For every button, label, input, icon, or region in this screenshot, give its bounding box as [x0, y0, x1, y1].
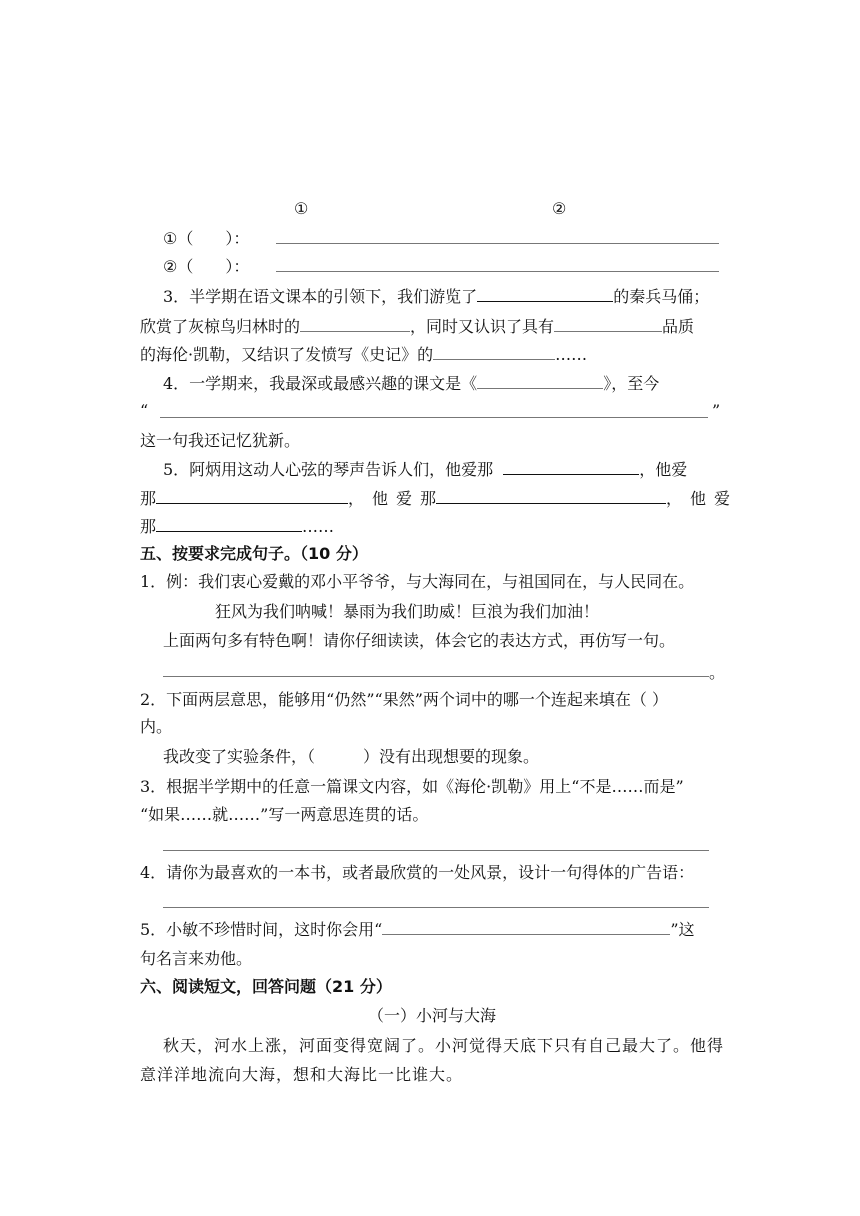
q3-text-2c: 品质: [662, 317, 695, 336]
q5-text-3a: 那: [140, 517, 157, 536]
q5-text-1b: ，他爱: [639, 460, 688, 479]
s5-q5-line-2: 句名言来劝他。: [140, 949, 253, 968]
q5-text-3b: ……: [302, 517, 335, 536]
answer-row-2-line[interactable]: [276, 271, 719, 272]
q3-blank-3[interactable]: [554, 317, 662, 332]
s5-q1-answer-line[interactable]: [163, 676, 709, 677]
q4-line-1: [163, 373, 659, 395]
s5-q1-instruction: 上面两句多有特色啊！请你仔细读读，体会它的表达方式，再仿写一句。: [163, 631, 676, 650]
q5-blank-4[interactable]: [156, 517, 302, 532]
s5-q5-line-1: [140, 919, 695, 941]
q5-blank-3[interactable]: [436, 489, 666, 504]
s5-q4-line-1: 4．请你为最喜欢的一本书，或者最欣赏的一处风景，设计一句得体的广告语：: [140, 863, 695, 882]
s5-q2-sentence: 我改变了实验条件，（ ）没有出现想要的现象。: [163, 747, 540, 766]
q5-text-2d: 爱: [395, 489, 412, 508]
q3-text-3b: ……: [555, 345, 588, 364]
q4-open-quote: “: [140, 401, 149, 420]
answer-row-2-label: ②（ ）：: [163, 257, 250, 276]
q4-line-3: 这一句我还记忆犹新。: [140, 431, 301, 450]
passage-line-2: 意洋洋地流向大海，想和大海比一比谁大。: [140, 1065, 464, 1084]
s5-q5-text-b: ”这: [670, 920, 695, 939]
q3-line-2: [140, 316, 694, 338]
marker-2: ②: [552, 199, 567, 218]
q3-blank-2[interactable]: [300, 317, 410, 332]
s5-q3-answer-line[interactable]: [163, 850, 709, 851]
q5-text-2e: 那: [419, 489, 436, 508]
s5-q5-text-a: 5．小敏不珍惜时间，这时你会用“: [140, 920, 383, 939]
s5-q2-line-2: 内。: [140, 717, 173, 736]
q5-text-2a: 那: [140, 489, 157, 508]
q5-blank-1[interactable]: [503, 460, 639, 475]
s5-q1-line-1: 1．例：我们衷心爱戴的邓小平爷爷，与大海同在，与祖国同在，与人民同在。: [140, 572, 695, 591]
passage-line-1: 秋天，河水上涨，河面变得宽阔了。小河觉得天底下只有自己最大了。他得: [163, 1036, 725, 1055]
s5-q3-line-1: 3．根据半学期中的任意一篇课文内容，如《海伦·凯勒》用上“不是……而是”: [140, 777, 684, 796]
q5-blank-2[interactable]: [156, 489, 348, 504]
q5-text-2g: 他: [689, 489, 706, 508]
q4-blank-sentence[interactable]: [160, 417, 708, 418]
s5-q1-example: 狂风为我们呐喊！暴雨为我们助威！巨浪为我们加油！: [215, 602, 600, 621]
q3-text-2b: ，同时又认识了具有: [410, 317, 555, 336]
q5-text-2f: ，: [665, 489, 682, 508]
s5-q1-end-mark: 。: [709, 663, 726, 682]
q3-text-3a: 的海伦·凯勒，又结识了发愤写《史记》的: [140, 345, 434, 364]
q5-line-3: [140, 516, 334, 538]
q5-text-2h: 爱: [713, 489, 730, 508]
q3-blank-4[interactable]: [433, 345, 555, 360]
q4-close-quote: ”: [712, 401, 721, 420]
q5-line-1: [163, 459, 687, 481]
answer-row-1-label: ①（ ）：: [163, 229, 250, 248]
section-6-heading: 六、阅读短文，回答问题（21 分）: [140, 977, 392, 996]
q3-line-1: [163, 286, 709, 308]
q3-blank-1[interactable]: [477, 287, 613, 302]
passage-title: （一）小河与大海: [368, 1006, 497, 1025]
answer-row-1-line[interactable]: [276, 243, 719, 244]
marker-1: ①: [294, 199, 309, 218]
q3-text-2a: 欣赏了灰椋鸟归林时的: [140, 317, 301, 336]
q5-text-2c: 他: [372, 489, 389, 508]
section-5-heading: 五、按要求完成句子。（10 分）: [140, 544, 368, 563]
q4-blank-title[interactable]: [477, 374, 603, 389]
s5-q4-answer-line[interactable]: [163, 907, 709, 908]
q3-line-3: [140, 344, 587, 366]
s5-q3-line-2: “如果……就……”写一两意思连贯的话。: [140, 805, 429, 824]
q3-text-1a: 3．半学期在语文课本的引领下，我们游览了: [163, 287, 478, 306]
s5-q2-line-1: 2．下面两层意思，能够用“仍然”“果然”两个词中的哪一个连起来填在（ ）: [140, 690, 668, 709]
q5-text-2b: ，: [348, 489, 365, 508]
q4-text-1b: 》，至今: [603, 374, 660, 393]
q5-line-2: [140, 488, 730, 510]
s5-q5-blank[interactable]: [382, 920, 670, 935]
q5-text-1a: 5．阿炳用这动人心弦的琴声告诉人们，他爱那: [163, 460, 494, 479]
q3-text-1b: 的秦兵马俑；: [613, 287, 710, 306]
q4-text-1a: 4．一学期来，我最深或最感兴趣的课文是《: [163, 374, 478, 393]
